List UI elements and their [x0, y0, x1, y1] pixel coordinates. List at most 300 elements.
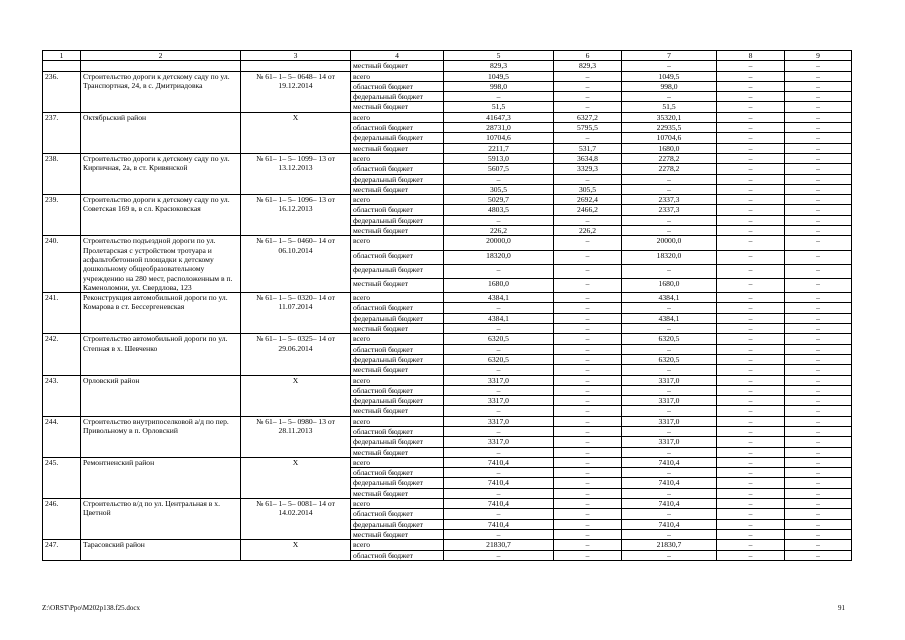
- item-document: X: [241, 112, 351, 153]
- table-row: [43, 293, 852, 303]
- item-number: 242.: [43, 334, 81, 375]
- funding-source: областной бюджет: [351, 303, 444, 313]
- amount-cell: 21830,7: [444, 540, 554, 550]
- amount-cell: –: [444, 385, 554, 395]
- item-name: Строительство дороги к детскому саду по ул. Кирпичная, 2а, в ст. Кривянской: [81, 153, 241, 194]
- funding-source: всего: [351, 195, 444, 205]
- amount-cell: 2466,2: [554, 205, 622, 215]
- amount-cell: 5607,5: [444, 164, 554, 174]
- amount-cell: 6327,2: [554, 112, 622, 122]
- amount-cell: –: [444, 303, 554, 313]
- amount-cell: 1049,5: [622, 71, 717, 81]
- amount-cell: –: [622, 550, 717, 560]
- amount-cell: 10704,6: [622, 133, 717, 143]
- amount-cell: 2278,2: [622, 153, 717, 163]
- funding-source: федеральный бюджет: [351, 519, 444, 529]
- amount-cell: 6320,5: [444, 334, 554, 344]
- header-cell: 5: [444, 51, 554, 61]
- amount-cell: –: [444, 344, 554, 354]
- amount-cell: –: [717, 385, 785, 395]
- amount-cell: 2337,3: [622, 205, 717, 215]
- amount-cell: –: [785, 250, 852, 264]
- amount-cell: –: [554, 92, 622, 102]
- amount-cell: –: [554, 344, 622, 354]
- amount-cell: 226,2: [444, 226, 554, 236]
- amount-cell: –: [717, 143, 785, 153]
- funding-source: местный бюджет: [351, 226, 444, 236]
- item-number: 240.: [43, 236, 81, 293]
- amount-cell: 4384,1: [622, 293, 717, 303]
- amount-cell: –: [622, 529, 717, 539]
- amount-cell: –: [785, 457, 852, 467]
- table-row: [43, 375, 852, 385]
- amount-cell: –: [785, 205, 852, 215]
- amount-cell: –: [717, 437, 785, 447]
- funding-source: всего: [351, 499, 444, 509]
- amount-cell: 3317,0: [622, 375, 717, 385]
- funding-source: федеральный бюджет: [351, 396, 444, 406]
- amount-cell: –: [622, 92, 717, 102]
- item-name: Октябрьский район: [81, 112, 241, 153]
- item-document: № 61– 1– 5– 0081– 14 от 14.02.2014: [241, 499, 351, 540]
- amount-cell: 3317,0: [444, 437, 554, 447]
- amount-cell: –: [622, 468, 717, 478]
- amount-cell: 1680,0: [622, 143, 717, 153]
- amount-cell: –: [717, 529, 785, 539]
- amount-cell: –: [717, 488, 785, 498]
- amount-cell: 3317,0: [622, 396, 717, 406]
- amount-cell: –: [785, 529, 852, 539]
- amount-cell: –: [717, 468, 785, 478]
- amount-cell: 4803,5: [444, 205, 554, 215]
- funding-source: федеральный бюджет: [351, 92, 444, 102]
- funding-source: местный бюджет: [351, 278, 444, 292]
- footer-file-path: Z:\ORST\Ppo\M202p138.f25.docx: [42, 604, 141, 612]
- amount-cell: –: [622, 509, 717, 519]
- amount-cell: –: [554, 426, 622, 436]
- amount-cell: –: [717, 540, 785, 550]
- amount-cell: 7410,4: [444, 457, 554, 467]
- amount-cell: 7410,4: [622, 499, 717, 509]
- table-row: [43, 71, 852, 81]
- funding-source: областной бюджет: [351, 81, 444, 91]
- funding-source: всего: [351, 540, 444, 550]
- amount-cell: –: [444, 406, 554, 416]
- amount-cell: –: [717, 250, 785, 264]
- amount-cell: –: [717, 457, 785, 467]
- amount-cell: –: [622, 184, 717, 194]
- funding-source: всего: [351, 236, 444, 250]
- header-cell: 7: [622, 51, 717, 61]
- funding-source: местный бюджет: [351, 102, 444, 112]
- amount-cell: –: [622, 406, 717, 416]
- funding-source: местный бюджет: [351, 184, 444, 194]
- amount-cell: –: [554, 385, 622, 395]
- amount-cell: –: [622, 488, 717, 498]
- table-row: [43, 112, 852, 122]
- amount-cell: 3634,8: [554, 153, 622, 163]
- amount-cell: 3317,0: [444, 416, 554, 426]
- amount-cell: –: [785, 519, 852, 529]
- amount-cell: –: [554, 303, 622, 313]
- amount-cell: –: [622, 344, 717, 354]
- item-name: Строительство дороги к детскому саду по ул. Советская 169 в, в сл. Красюковская: [81, 195, 241, 236]
- funding-source: областной бюджет: [351, 426, 444, 436]
- amount-cell: 305,5: [554, 184, 622, 194]
- amount-cell: –: [785, 278, 852, 292]
- amount-cell: –: [622, 303, 717, 313]
- amount-cell: 4384,1: [622, 313, 717, 323]
- funding-source: федеральный бюджет: [351, 215, 444, 225]
- amount-cell: 1680,0: [622, 278, 717, 292]
- funding-source: федеральный бюджет: [351, 133, 444, 143]
- amount-cell: –: [785, 153, 852, 163]
- amount-cell: –: [554, 334, 622, 344]
- item-name: Строительство внутрипоселковой а/д по пер. Привольному в п. Орловский: [81, 416, 241, 457]
- amount-cell: –: [622, 324, 717, 334]
- amount-cell: –: [785, 447, 852, 457]
- amount-cell: 531,7: [554, 143, 622, 153]
- funding-source: местный бюджет: [351, 529, 444, 539]
- amount-cell: –: [785, 426, 852, 436]
- table-row: [43, 153, 852, 163]
- header-cell: 9: [785, 51, 852, 61]
- item-name: Строительство подъездной дороги по ул. Пролетарская с устройством тротуара и асфальтобетонной площадки к детскому дошкольному общеобразовательному учреждению на 280 мест, расположенным в п. Каменоломни, ул. Свердлова, 123: [81, 236, 241, 293]
- amount-cell: 226,2: [554, 226, 622, 236]
- funding-source: всего: [351, 112, 444, 122]
- amount-cell: –: [785, 499, 852, 509]
- amount-cell: –: [717, 92, 785, 102]
- amount-cell: –: [717, 324, 785, 334]
- funding-source: областной бюджет: [351, 550, 444, 560]
- amount-cell: –: [554, 437, 622, 447]
- amount-cell: –: [785, 174, 852, 184]
- item-document: X: [241, 540, 351, 561]
- header-cell: 3: [241, 51, 351, 61]
- amount-cell: –: [717, 426, 785, 436]
- amount-cell: –: [444, 264, 554, 278]
- amount-cell: –: [622, 61, 717, 71]
- amount-cell: 28731,0: [444, 123, 554, 133]
- amount-cell: –: [785, 406, 852, 416]
- amount-cell: 5795,5: [554, 123, 622, 133]
- amount-cell: 5913,0: [444, 153, 554, 163]
- amount-cell: –: [717, 236, 785, 250]
- amount-cell: 998,0: [444, 81, 554, 91]
- item-number: 244.: [43, 416, 81, 457]
- amount-cell: 6320,5: [622, 334, 717, 344]
- amount-cell: –: [554, 457, 622, 467]
- amount-cell: 998,0: [622, 81, 717, 91]
- table-row: [43, 236, 852, 250]
- item-number: 236.: [43, 71, 81, 112]
- amount-cell: –: [622, 264, 717, 278]
- amount-cell: –: [622, 226, 717, 236]
- item-number: 245.: [43, 457, 81, 498]
- amount-cell: –: [717, 354, 785, 364]
- item-document: № 61– 1– 5– 0460– 14 от 06.10.2014: [241, 236, 351, 293]
- amount-cell: –: [785, 313, 852, 323]
- amount-cell: –: [785, 195, 852, 205]
- amount-cell: 7410,4: [622, 457, 717, 467]
- amount-cell: 21830,7: [622, 540, 717, 550]
- amount-cell: –: [554, 406, 622, 416]
- header-cell: 8: [717, 51, 785, 61]
- table-row: [43, 195, 852, 205]
- amount-cell: –: [554, 324, 622, 334]
- amount-cell: 6320,5: [444, 354, 554, 364]
- amount-cell: –: [717, 396, 785, 406]
- amount-cell: –: [717, 174, 785, 184]
- amount-cell: –: [554, 81, 622, 91]
- amount-cell: –: [444, 529, 554, 539]
- amount-cell: 5029,7: [444, 195, 554, 205]
- amount-cell: –: [785, 540, 852, 550]
- amount-cell: –: [444, 488, 554, 498]
- amount-cell: –: [717, 153, 785, 163]
- amount-cell: –: [717, 519, 785, 529]
- amount-cell: 20000,0: [444, 236, 554, 250]
- page-number: 91: [838, 604, 845, 612]
- amount-cell: –: [622, 174, 717, 184]
- amount-cell: –: [554, 478, 622, 488]
- amount-cell: –: [785, 478, 852, 488]
- amount-cell: 829,3: [554, 61, 622, 71]
- amount-cell: –: [717, 81, 785, 91]
- amount-cell: –: [444, 550, 554, 560]
- funding-source: всего: [351, 293, 444, 303]
- item-document: № 61– 1– 5– 1096– 13 от 16.12.2013: [241, 195, 351, 236]
- funding-source: местный бюджет: [351, 488, 444, 498]
- amount-cell: –: [554, 550, 622, 560]
- amount-cell: –: [785, 488, 852, 498]
- amount-cell: 829,3: [444, 61, 554, 71]
- amount-cell: –: [717, 293, 785, 303]
- amount-cell: –: [444, 447, 554, 457]
- funding-source: всего: [351, 153, 444, 163]
- table-row: [43, 416, 852, 426]
- amount-cell: –: [554, 509, 622, 519]
- amount-cell: –: [717, 133, 785, 143]
- amount-cell: 3317,0: [444, 375, 554, 385]
- amount-cell: –: [785, 550, 852, 560]
- amount-cell: –: [554, 354, 622, 364]
- funding-source: федеральный бюджет: [351, 354, 444, 364]
- amount-cell: –: [554, 529, 622, 539]
- amount-cell: –: [785, 133, 852, 143]
- amount-cell: 51,5: [444, 102, 554, 112]
- amount-cell: –: [554, 540, 622, 550]
- amount-cell: –: [785, 334, 852, 344]
- amount-cell: –: [717, 184, 785, 194]
- amount-cell: –: [717, 447, 785, 457]
- item-number: 243.: [43, 375, 81, 416]
- funding-source: областной бюджет: [351, 250, 444, 264]
- amount-cell: –: [554, 174, 622, 184]
- amount-cell: –: [717, 61, 785, 71]
- amount-cell: –: [717, 112, 785, 122]
- funding-source: областной бюджет: [351, 205, 444, 215]
- table-row: [43, 540, 852, 550]
- amount-cell: –: [785, 143, 852, 153]
- amount-cell: –: [785, 365, 852, 375]
- amount-cell: –: [622, 365, 717, 375]
- funding-source: областной бюджет: [351, 468, 444, 478]
- amount-cell: –: [785, 468, 852, 478]
- funding-source: всего: [351, 71, 444, 81]
- amount-cell: 1680,0: [444, 278, 554, 292]
- amount-cell: –: [444, 426, 554, 436]
- amount-cell: –: [554, 133, 622, 143]
- funding-source: областной бюджет: [351, 123, 444, 133]
- amount-cell: 51,5: [622, 102, 717, 112]
- item-document: X: [241, 375, 351, 416]
- amount-cell: 1049,5: [444, 71, 554, 81]
- amount-cell: –: [444, 174, 554, 184]
- item-document: № 61– 1– 5– 0648– 14 от 19.12.2014: [241, 71, 351, 112]
- amount-cell: –: [785, 396, 852, 406]
- amount-cell: –: [785, 324, 852, 334]
- item-number: 237.: [43, 112, 81, 153]
- item-name: Строительство дороги к детскому саду по ул. Транспортная, 24, в с. Дмитриадовка: [81, 71, 241, 112]
- funding-source: федеральный бюджет: [351, 313, 444, 323]
- header-row: [43, 51, 852, 61]
- amount-cell: –: [785, 92, 852, 102]
- amount-cell: 7410,4: [444, 478, 554, 488]
- amount-cell: –: [785, 81, 852, 91]
- amount-cell: 3317,0: [622, 416, 717, 426]
- amount-cell: –: [785, 303, 852, 313]
- funding-source: областной бюджет: [351, 164, 444, 174]
- amount-cell: 6320,5: [622, 354, 717, 364]
- amount-cell: 7410,4: [444, 519, 554, 529]
- item-document: № 61– 1– 5– 1099– 13 от 13.12.2013: [241, 153, 351, 194]
- amount-cell: 35320,1: [622, 112, 717, 122]
- funding-source: областной бюджет: [351, 344, 444, 354]
- amount-cell: 18320,0: [622, 250, 717, 264]
- amount-cell: –: [444, 92, 554, 102]
- amount-cell: –: [717, 195, 785, 205]
- amount-cell: –: [554, 71, 622, 81]
- amount-cell: 2211,7: [444, 143, 554, 153]
- amount-cell: –: [554, 236, 622, 250]
- amount-cell: –: [785, 264, 852, 278]
- amount-cell: –: [717, 499, 785, 509]
- amount-cell: –: [444, 468, 554, 478]
- amount-cell: –: [717, 344, 785, 354]
- amount-cell: –: [717, 406, 785, 416]
- amount-cell: –: [785, 226, 852, 236]
- item-number: 247.: [43, 540, 81, 561]
- amount-cell: –: [444, 509, 554, 519]
- item-name: Ремонтненский район: [81, 457, 241, 498]
- amount-cell: –: [717, 375, 785, 385]
- amount-cell: 22935,5: [622, 123, 717, 133]
- amount-cell: –: [717, 278, 785, 292]
- amount-cell: –: [785, 437, 852, 447]
- amount-cell: –: [785, 112, 852, 122]
- funding-source: всего: [351, 457, 444, 467]
- item-document: X: [241, 457, 351, 498]
- amount-cell: –: [554, 375, 622, 385]
- amount-cell: –: [717, 215, 785, 225]
- amount-cell: –: [554, 488, 622, 498]
- amount-cell: –: [444, 324, 554, 334]
- amount-cell: –: [554, 313, 622, 323]
- amount-cell: –: [554, 278, 622, 292]
- funding-source: местный бюджет: [351, 447, 444, 457]
- amount-cell: –: [622, 426, 717, 436]
- amount-cell: 3317,0: [444, 396, 554, 406]
- amount-cell: 3317,0: [622, 437, 717, 447]
- header-cell: 1: [43, 51, 81, 61]
- funding-source: федеральный бюджет: [351, 264, 444, 278]
- amount-cell: –: [785, 375, 852, 385]
- header-cell: 4: [351, 51, 444, 61]
- item-document: № 61– 1– 5– 0980– 13 от 28.11.2013: [241, 416, 351, 457]
- item-name: Строительство в/д по ул. Центральная в х. Цветной: [81, 499, 241, 540]
- amount-cell: 41647,3: [444, 112, 554, 122]
- amount-cell: –: [717, 550, 785, 560]
- amount-cell: –: [785, 236, 852, 250]
- header-cell: 6: [554, 51, 622, 61]
- amount-cell: –: [717, 123, 785, 133]
- amount-cell: –: [717, 303, 785, 313]
- amount-cell: 4384,1: [444, 293, 554, 303]
- amount-cell: –: [554, 365, 622, 375]
- amount-cell: –: [554, 447, 622, 457]
- amount-cell: –: [622, 215, 717, 225]
- amount-cell: –: [554, 396, 622, 406]
- amount-cell: –: [717, 205, 785, 215]
- amount-cell: 2278,2: [622, 164, 717, 174]
- amount-cell: –: [717, 226, 785, 236]
- amount-cell: –: [717, 164, 785, 174]
- amount-cell: 2337,3: [622, 195, 717, 205]
- amount-cell: –: [622, 385, 717, 395]
- item-number: 239.: [43, 195, 81, 236]
- amount-cell: –: [785, 416, 852, 426]
- item-number: 238.: [43, 153, 81, 194]
- amount-cell: –: [717, 71, 785, 81]
- funding-source: всего: [351, 375, 444, 385]
- amount-cell: –: [554, 102, 622, 112]
- funding-source: федеральный бюджет: [351, 478, 444, 488]
- funding-source: местный бюджет: [351, 324, 444, 334]
- amount-cell: –: [444, 365, 554, 375]
- amount-cell: –: [554, 519, 622, 529]
- amount-cell: 305,5: [444, 184, 554, 194]
- amount-cell: –: [785, 385, 852, 395]
- amount-cell: –: [717, 102, 785, 112]
- amount-cell: 20000,0: [622, 236, 717, 250]
- amount-cell: –: [554, 416, 622, 426]
- amount-cell: –: [717, 416, 785, 426]
- amount-cell: –: [785, 164, 852, 174]
- funding-source: федеральный бюджет: [351, 174, 444, 184]
- header-cell: 2: [81, 51, 241, 61]
- empty-cell: [241, 61, 351, 71]
- funding-source: всего: [351, 334, 444, 344]
- funding-source: местный бюджет: [351, 143, 444, 153]
- amount-cell: 4384,1: [444, 313, 554, 323]
- item-name: Строительство автомобильной дороги по ул. Степная в х. Шевченко: [81, 334, 241, 375]
- amount-cell: –: [622, 447, 717, 457]
- amount-cell: –: [717, 365, 785, 375]
- amount-cell: 7410,4: [622, 478, 717, 488]
- amount-cell: –: [554, 468, 622, 478]
- amount-cell: 18320,0: [444, 250, 554, 264]
